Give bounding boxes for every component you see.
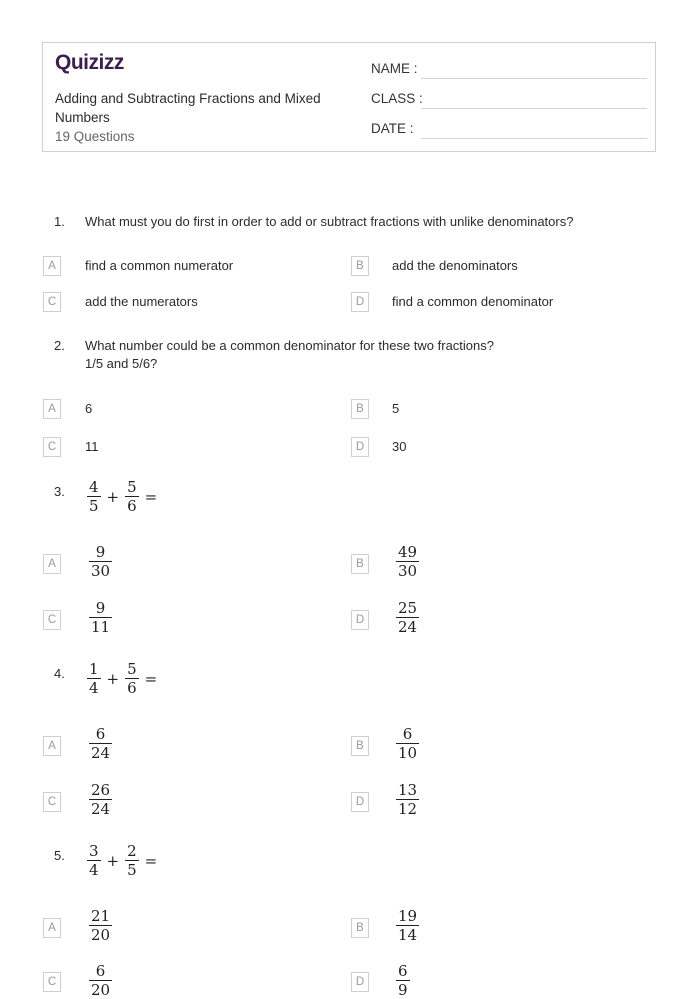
numerator: 6 <box>95 962 106 980</box>
plus-operator: + <box>106 851 120 870</box>
numerator: 6 <box>402 725 413 743</box>
numerator: 6 <box>398 962 408 980</box>
option-letter-a: A <box>43 736 61 756</box>
question-text-line2: 1/5 and 5/6? <box>85 356 158 371</box>
numerator: 5 <box>127 478 137 496</box>
option-letter-c: C <box>43 292 61 312</box>
option-letter-b: B <box>351 918 369 938</box>
fraction <box>87 660 101 697</box>
equals-operator: = <box>144 669 158 688</box>
option-letter-c: C <box>43 437 61 457</box>
option-fraction <box>394 543 421 580</box>
fraction <box>125 842 139 879</box>
option-fraction <box>87 543 114 580</box>
option-letter-a: A <box>43 256 61 276</box>
question-number: 2. <box>54 338 65 353</box>
numerator: 19 <box>398 907 418 925</box>
option-letter-d: D <box>351 610 369 630</box>
option-fraction <box>87 781 114 818</box>
question-number: 5. <box>54 848 65 863</box>
option-text: find a common numerator <box>85 258 234 273</box>
fraction <box>87 842 101 879</box>
option-letter-a: A <box>43 918 61 938</box>
question-text: What number could be a common denominator for these two fractions? <box>85 338 494 353</box>
option-letter-c: C <box>43 610 61 630</box>
denominator: 24 <box>398 618 418 636</box>
class-line <box>421 108 647 109</box>
fraction <box>125 478 139 515</box>
denominator: 30 <box>398 562 418 580</box>
option-fraction <box>394 962 412 999</box>
numerator: 9 <box>95 599 106 617</box>
worksheet-header <box>42 42 656 152</box>
name-line <box>421 78 647 79</box>
numerator: 21 <box>91 907 111 925</box>
worksheet-title: Adding and Subtracting Fractions and Mixed Numbers <box>55 91 321 125</box>
option-letter-a: A <box>43 554 61 574</box>
option-letter-c: C <box>43 972 61 992</box>
date-label: DATE : <box>371 121 414 136</box>
option-letter-a: A <box>43 399 61 419</box>
option-fraction <box>87 725 114 762</box>
denominator: 4 <box>89 861 99 879</box>
numerator: 25 <box>398 599 418 617</box>
option-text: add the denominators <box>392 258 518 273</box>
option-letter-d: D <box>351 292 369 312</box>
numerator: 3 <box>89 842 99 860</box>
date-line <box>421 138 647 139</box>
fraction <box>125 660 139 697</box>
option-fraction <box>394 599 421 636</box>
denominator: 20 <box>91 981 111 999</box>
denominator: 6 <box>127 497 137 515</box>
option-letter-b: B <box>351 256 369 276</box>
equals-operator: = <box>144 851 158 870</box>
denominator: 6 <box>127 679 137 697</box>
question-expression <box>85 842 161 879</box>
question-number: 1. <box>54 214 65 229</box>
question-number: 3. <box>54 484 65 499</box>
option-fraction <box>394 907 421 944</box>
question-text: What must you do first in order to add or subtract fractions with unlike denominators? <box>85 214 574 229</box>
option-fraction <box>87 962 114 999</box>
option-letter-c: C <box>43 792 61 812</box>
denominator: 5 <box>89 497 99 515</box>
option-fraction <box>87 599 114 636</box>
denominator: 24 <box>91 800 111 818</box>
option-text: 30 <box>392 439 407 454</box>
option-fraction <box>394 781 421 818</box>
denominator: 4 <box>89 679 99 697</box>
option-text: 5 <box>392 401 400 416</box>
option-letter-b: B <box>351 554 369 574</box>
numerator: 6 <box>95 725 106 743</box>
option-fraction <box>394 725 421 762</box>
question-number: 4. <box>54 666 65 681</box>
equals-operator: = <box>144 487 158 506</box>
name-label: NAME : <box>371 61 418 76</box>
denominator: 12 <box>398 800 418 818</box>
plus-operator: + <box>106 669 120 688</box>
denominator: 30 <box>91 562 111 580</box>
denominator: 20 <box>91 926 111 944</box>
class-label: CLASS : <box>371 91 423 106</box>
numerator: 2 <box>127 842 137 860</box>
numerator: 9 <box>95 543 106 561</box>
denominator: 10 <box>398 744 418 762</box>
option-letter-b: B <box>351 736 369 756</box>
numerator: 1 <box>89 660 99 678</box>
plus-operator: + <box>106 487 120 506</box>
option-fraction <box>87 907 114 944</box>
option-text: find a common denominator <box>392 294 554 309</box>
option-letter-b: B <box>351 399 369 419</box>
option-text: 11 <box>85 439 99 454</box>
question-expression <box>85 660 161 697</box>
option-letter-d: D <box>351 792 369 812</box>
denominator: 14 <box>398 926 418 944</box>
option-letter-d: D <box>351 437 369 457</box>
numerator: 5 <box>127 660 137 678</box>
fraction <box>87 478 101 515</box>
option-text: add the numerators <box>85 294 198 309</box>
numerator: 49 <box>398 543 418 561</box>
denominator: 9 <box>398 981 408 999</box>
numerator: 26 <box>91 781 111 799</box>
denominator: 5 <box>127 861 137 879</box>
denominator: 11 <box>91 618 111 636</box>
option-letter-d: D <box>351 972 369 992</box>
question-expression <box>85 478 161 515</box>
numerator: 4 <box>89 478 99 496</box>
question-count: 19 Questions <box>55 129 135 144</box>
quizizz-logo: Quizizz <box>55 51 124 74</box>
denominator: 24 <box>91 744 111 762</box>
option-text: 6 <box>85 401 93 416</box>
numerator: 13 <box>398 781 418 799</box>
